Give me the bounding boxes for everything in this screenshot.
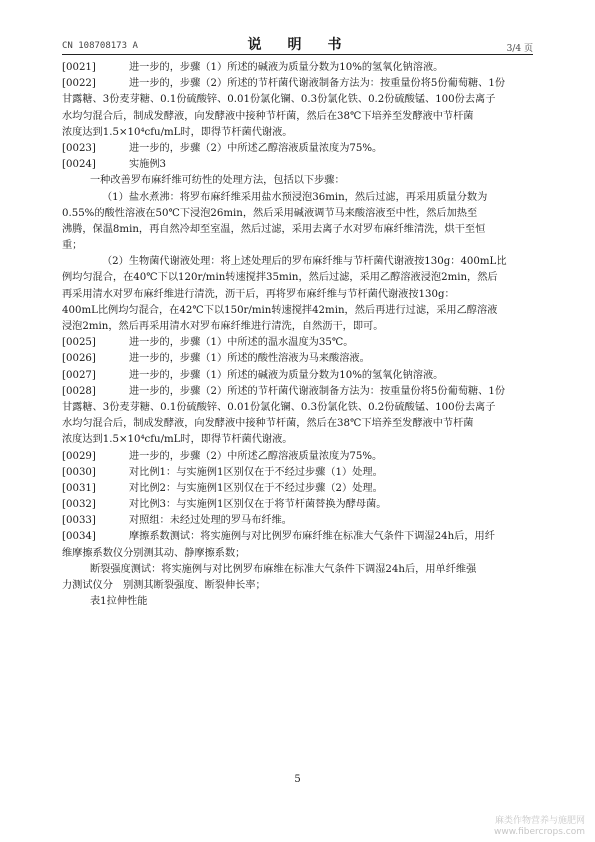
line-text: 沸腾，保温8min，再自然冷却至室温，然后过滤，采用去离子水对罗布麻纤维清洗，烘干至恒 [62,223,486,235]
paragraph-number: [0021] [62,62,96,73]
line-text: 表1拉伸性能 [90,596,148,608]
body-line [62,416,540,432]
body-line [62,400,540,416]
body-line [62,529,540,545]
paragraph-number: [0032] [62,499,96,511]
line-text: 进一步的，步骤（1）所述的碱液为质量分数为10%的氢氧化钠溶液。 [129,62,444,73]
paragraph-number: [0023] [62,142,96,154]
body-line [62,270,540,286]
body-line [62,190,540,206]
line-text: 一种改善罗布麻纤维可纺性的处理方法，包括以下步骤： [90,175,345,187]
line-text: 对比例2：与实施例1区别仅在于不经过步骤（2）处理。 [129,482,383,494]
line-text: 再采用清水对罗布麻纤维进行清洗，沥干后，再将罗布麻纤维与节杆菌代谢液按130g： [62,288,455,300]
header-divider [62,54,533,55]
body-line [62,465,540,481]
paragraph-number: [0033] [62,515,96,527]
body-line [62,76,540,92]
line-text: 水均匀混合后，制成发酵液，向发酵液中接种节杆菌，然后在38℃下培养至发酵液中节杆菌 [62,418,474,430]
line-text: 进一步的，步骤（2）中所述乙醇溶液质量浓度为75%。 [129,142,383,154]
body-line [62,92,540,108]
body-line [62,157,540,173]
line-text: 对比例1：与实施例1区别仅在于不经过步骤（1）处理。 [129,466,383,478]
body-line [62,109,540,125]
body-line [62,125,540,141]
paragraph-number: [0029] [62,450,96,462]
watermark-title: 麻类作物营养与施肥网 [494,816,585,826]
line-text: 进一步的，步骤（1）所述的酸性溶液为马来酸溶液。 [129,353,370,365]
body-line [62,562,540,578]
body-line [62,287,540,303]
line-text: （2）生物菌代谢液处理：将上述处理后的罗布麻纤维与节杆菌代谢液按130g：400mL比 [102,256,507,268]
page-number: 5 [294,774,301,785]
line-text: 进一步的，步骤（2）所述的节杆菌代谢液制备方法为：按重量份将5份葡萄糖、1份 [129,385,506,397]
line-text: 对照组：未经过处理的罗马布纤维。 [129,515,292,527]
page-header [62,30,533,54]
line-text: 浸泡2min，然后再采用清水对罗布麻纤维进行清洗，自然沥干，即可。 [62,321,384,332]
paragraph-number: [0028] [62,385,96,397]
line-text: 进一步的，步骤（1）所述的碱液为质量分数为10%的氢氧化钠溶液。 [129,369,444,381]
line-text: 摩擦系数测试：将实施例与对比例罗布麻纤维在标准大气条件下调湿24h后，用纤 [129,531,495,543]
body-line [62,222,540,238]
line-text: 400mL比例均匀混合，在42℃下以150r/min转速搅拌42min，然后再进行过滤，采用乙醇溶液 [62,304,498,316]
body-line [62,368,540,384]
page-indicator: 3/4 页 [506,44,533,54]
body-line [62,546,540,562]
line-text: 浓度达到1.5×10⁴cfu/mL时，即得节杆菌代谢液。 [62,126,293,138]
body-line [62,384,540,400]
body-line [62,60,540,76]
line-text: 进一步的，步骤（1）中所述的温水温度为35℃。 [129,337,354,349]
document-title: 说 明 书 [247,37,348,53]
body-line [62,141,540,157]
patent-number: CN 108708173 A [62,41,138,51]
paragraph-number: [0022] [62,78,96,90]
line-text: 进一步的，步骤（2）所述的节杆菌代谢液制备方法为：按重量份将5份葡萄糖、1份 [129,78,506,90]
line-text: 进一步的，步骤（2）中所述乙醇溶液质量浓度为75%。 [129,450,383,462]
body-line [62,449,540,465]
line-text: 重； [62,240,83,252]
line-text: 对比例3：与实施例1区别仅在于将节杆菌替换为酵母菌。 [129,499,387,511]
table-caption [62,594,540,610]
paragraph-number: [0025] [62,337,96,349]
paragraph-number: [0026] [62,353,96,365]
body-line [62,303,540,319]
body-line [62,513,540,529]
line-text: 甘露糖、3份麦芽糖、0.1份硫酸锌、0.01份氯化镧、0.3份氯化铁、0.2份硫酸锰、100份去离子 [62,94,496,106]
line-text: 水均匀混合后，制成发酵液，向发酵液中接种节杆菌，然后在38℃下培养至发酵液中节杆菌 [62,110,474,122]
body-line [62,335,540,351]
watermark-url: www.fibercrops.com [494,827,585,837]
body-line [62,497,540,513]
line-text: 维摩擦系数仪分别测其动、静摩擦系数； [62,547,246,559]
line-text: （1）盐水煮沸：将罗布麻纤维采用盐水预浸泡36min，然后过滤，再采用质量分数为 [102,191,488,203]
body-line [62,432,540,448]
site-watermark [494,816,585,838]
document-body [62,60,540,610]
body-line [62,206,540,222]
line-text: 实施例3 [129,159,167,171]
body-line [62,254,540,270]
line-text: 甘露糖、3份麦芽糖、0.1份硫酸锌、0.01份氯化镧、0.3份氯化铁、0.2份硫酸锰、100份去离子 [62,401,496,413]
paragraph-number: [0027] [62,369,96,381]
paragraph-number: [0031] [62,482,96,494]
line-text: 力测试仪分 别测其断裂强度、断裂伸长率； [62,580,266,591]
body-line [62,238,540,254]
paragraph-number: [0024] [62,159,96,171]
body-line [62,351,540,367]
body-line [62,319,540,335]
line-text: 0.55%的酸性溶液在50℃下浸泡26min，然后采用碱液调节马来酸溶液至中性，然后加热至 [62,207,478,219]
line-text: 断裂强度测试：将实施例与对比例罗布麻维在标准大气条件下调湿24h后，用单纤维强 [90,563,477,575]
paragraph-number: [0030] [62,466,96,478]
line-text: 浓度达到1.5×10⁴cfu/mL时，即得节杆菌代谢液。 [62,434,293,446]
line-text: 例均匀混合，在40℃下以120r/min转速搅拌35min，然后过滤，采用乙醇溶液浸泡2min，然后 [62,272,498,284]
body-line [62,481,540,497]
body-line [62,173,540,189]
paragraph-number: [0034] [62,531,96,543]
body-line [62,578,540,594]
